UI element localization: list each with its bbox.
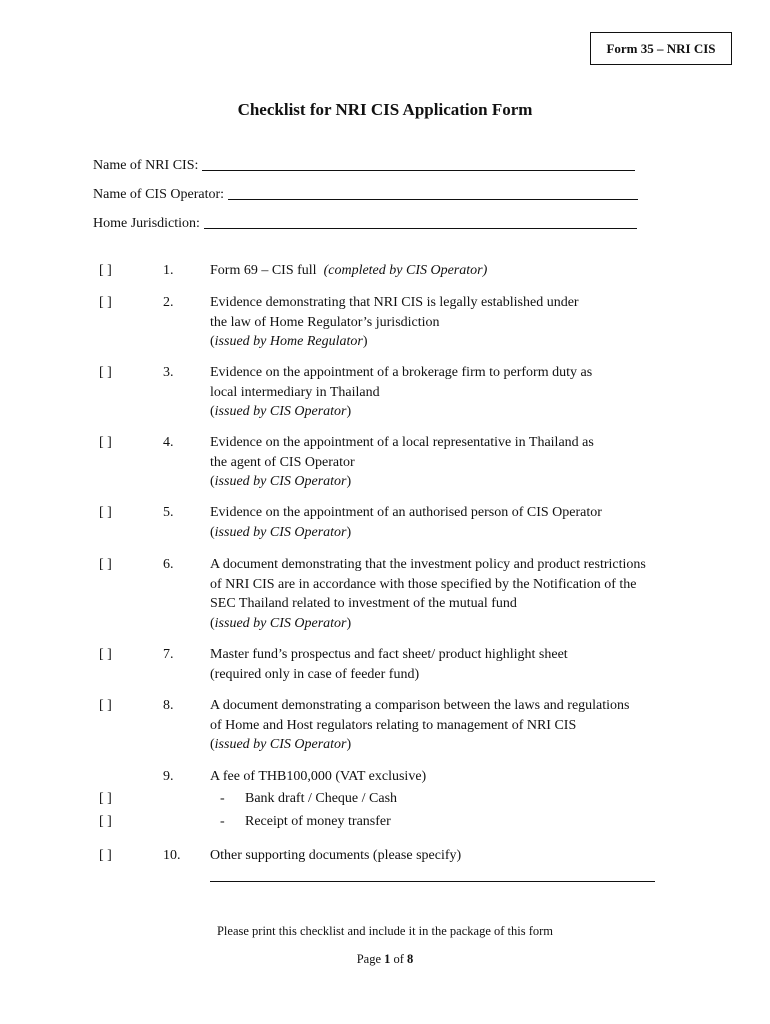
checkbox[interactable]: [ ] xyxy=(99,557,112,572)
field-nri-cis-name xyxy=(93,158,635,174)
checkbox[interactable]: [ ] xyxy=(99,848,112,863)
footer-note: Please print this checklist and include it in the package of this form xyxy=(216,924,554,938)
item-note: issued by CIS Operator xyxy=(214,737,347,752)
item-text: Evidence on the appointment of a brokerage firm to perform duty as local intermediary in Thailand (issued by CIS Operator) xyxy=(210,365,593,419)
item-note: issued by CIS Operator xyxy=(214,615,347,631)
checkbox[interactable]: [ ] xyxy=(99,295,112,310)
item-number: 1. xyxy=(163,263,174,278)
item-note: issued by CIS Operator xyxy=(214,404,347,419)
field-label: Name of CIS Operator: xyxy=(93,187,225,202)
item-text: Master fund’s prospectus and fact sheet/ product highlight sheet (required only in case of feeder fund) xyxy=(210,647,568,682)
item-text: Evidence on the appointment of a local representative in Thailand as the agent of CIS Operator (issued by CIS Operator) xyxy=(210,435,594,489)
checkbox[interactable]: [ ] xyxy=(99,263,112,278)
checkbox[interactable]: [ ] xyxy=(99,435,112,450)
fill-in-line[interactable] xyxy=(204,216,637,229)
item-note: issued by Home Regulator xyxy=(214,334,363,349)
checkbox[interactable]: [ ] xyxy=(99,791,112,806)
form-number-label: Form 35 – NRI CIS xyxy=(590,32,732,65)
item-text: A fee of THB100,000 (VAT exclusive) xyxy=(210,769,427,784)
field-home-jurisdiction xyxy=(93,216,637,232)
page-number: Page 1 of 8 xyxy=(356,952,414,966)
item-number: 6. xyxy=(163,557,174,572)
item-note: issued by CIS Operator xyxy=(214,474,347,489)
page-title: Checklist for NRI CIS Application Form xyxy=(237,100,533,119)
item-number: 7. xyxy=(163,647,174,662)
item-note: (completed by CIS Operator) xyxy=(323,263,488,278)
checkbox[interactable]: [ ] xyxy=(99,698,112,713)
checkbox[interactable]: [ ] xyxy=(99,814,112,829)
bullet-dash: - xyxy=(220,791,225,806)
field-cis-operator-name xyxy=(93,187,638,203)
item-number: 10. xyxy=(163,848,181,863)
checkbox[interactable]: [ ] xyxy=(99,647,112,662)
item-text: A document demonstrating that the investment policy and product restrictions of NRI CIS are in accordance with those specified by the Notification of the SEC Thailand related to investment of the mutual fund (issued by CIS Operator) xyxy=(210,557,646,631)
checkbox[interactable]: [ ] xyxy=(99,505,112,520)
fill-in-line[interactable] xyxy=(202,158,635,171)
specify-fill-in-line[interactable] xyxy=(210,881,655,882)
item-text: Evidence on the appointment of an authorised person of CIS Operator (issued by CIS Operator) xyxy=(210,505,602,540)
field-label: Home Jurisdiction: xyxy=(93,216,200,231)
item-number: 9. xyxy=(163,769,174,784)
bullet-dash: - xyxy=(220,814,225,829)
item-number: 4. xyxy=(163,435,174,450)
item-text: Other supporting documents (please specify) xyxy=(210,848,462,863)
item-note: issued by CIS Operator xyxy=(214,524,347,540)
field-label: Name of NRI CIS: xyxy=(93,158,199,173)
item-text: Form 69 – CIS full (completed by CIS Operator) xyxy=(210,263,488,278)
subitem-text: Receipt of money transfer xyxy=(245,814,391,829)
item-number: 3. xyxy=(163,365,174,380)
item-text: A document demonstrating a comparison between the laws and regulations of Home and Host regulators relating to management of NRI CIS (issued by CIS Operator) xyxy=(210,698,630,752)
item-number: 5. xyxy=(163,505,174,520)
item-text: Evidence demonstrating that NRI CIS is legally established under the law of Home Regulator’s jurisdiction (issued by Home Regulator) xyxy=(210,295,579,349)
checkbox[interactable]: [ ] xyxy=(99,365,112,380)
fill-in-line[interactable] xyxy=(228,187,638,200)
subitem-text: Bank draft / Cheque / Cash xyxy=(245,791,398,806)
item-number: 2. xyxy=(163,295,174,310)
item-number: 8. xyxy=(163,698,174,713)
